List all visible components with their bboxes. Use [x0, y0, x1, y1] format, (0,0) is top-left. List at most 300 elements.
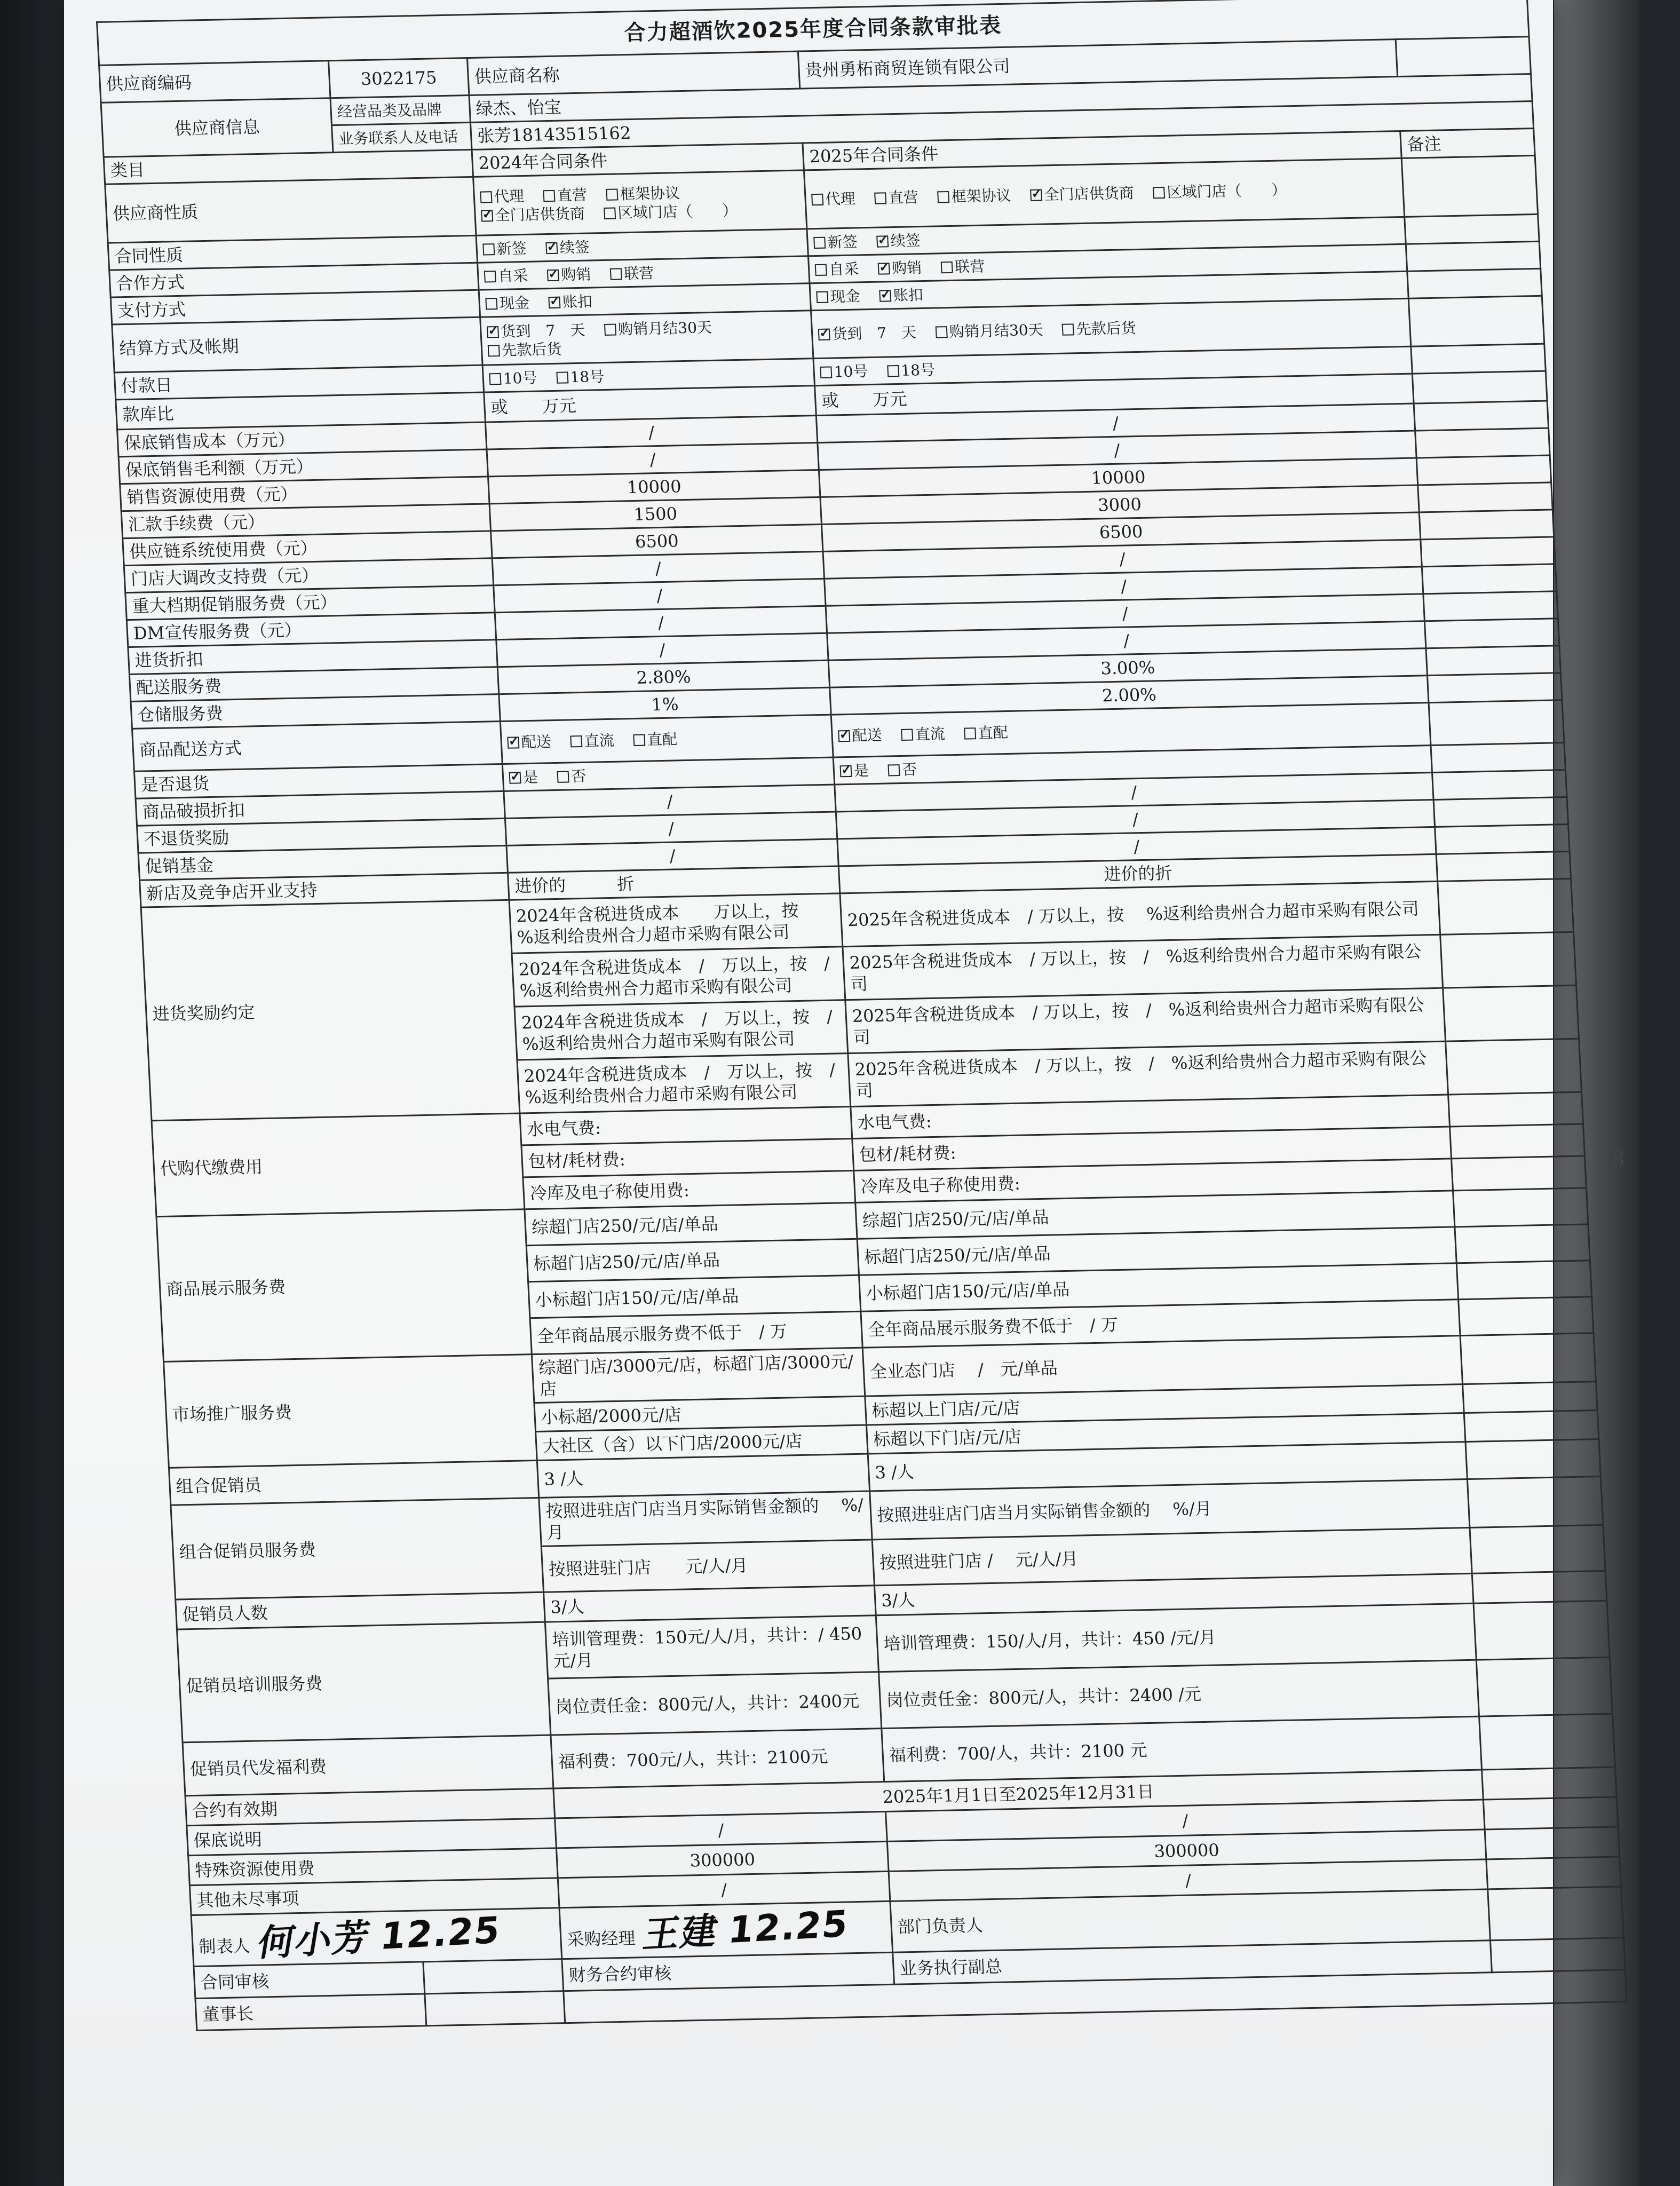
- checkbox-option[interactable]: [887, 761, 917, 779]
- row-label: 保底销售毛利额（万元）: [118, 449, 488, 484]
- table-cell: [1463, 1382, 1598, 1413]
- checkbox-checked[interactable]: [818, 329, 830, 340]
- table-cell: [1473, 1601, 1610, 1660]
- checkbox-empty[interactable]: [570, 735, 582, 747]
- checkbox-label: 现金: [499, 294, 530, 312]
- value-2024: /: [505, 812, 837, 845]
- checkbox-option[interactable]: [606, 184, 680, 203]
- value-2024: 福利费：700元/人，共计：2100元: [551, 1729, 884, 1788]
- value-2024: 小标超/2000元/店: [534, 1396, 867, 1431]
- checkbox-label: 10号: [503, 369, 538, 387]
- checkbox-option[interactable]: [838, 726, 883, 745]
- value-2024: 1%: [499, 687, 831, 721]
- row-label: 合作方式: [109, 263, 479, 297]
- checkbox-option[interactable]: [489, 369, 537, 387]
- row-label: 销售资源使用费（元）: [120, 477, 489, 511]
- checkbox-empty[interactable]: [811, 194, 823, 205]
- table-cell: [1407, 268, 1542, 298]
- checkbox-label: 是: [522, 768, 538, 786]
- value-2025: /: [816, 403, 1415, 442]
- checkbox-empty[interactable]: [887, 365, 899, 376]
- chairman-label: 董事长: [195, 1994, 426, 2031]
- table-cell: [1438, 878, 1574, 934]
- row-label: 保底说明: [187, 1818, 557, 1856]
- table-cell: [1446, 1039, 1582, 1095]
- value-2024: /: [492, 551, 824, 585]
- checkbox-option[interactable]: [545, 238, 590, 257]
- checkbox-option[interactable]: [1153, 181, 1287, 201]
- col-header-item: 类目: [104, 149, 473, 184]
- table-cell: [1479, 1714, 1615, 1770]
- value-2025: /: [827, 621, 1426, 660]
- value-2025: /: [826, 594, 1424, 633]
- table-cell: [1453, 1188, 1588, 1227]
- value-2024: 包材/耗材费:: [521, 1138, 854, 1177]
- exec-vp-label: 业务执行副总: [893, 1941, 1492, 1984]
- dept-head-label: 部门负责人: [890, 1889, 1491, 1952]
- supplier-name: 贵州勇柘商贸连锁有限公司: [798, 39, 1397, 89]
- table-cell: [1459, 1297, 1594, 1336]
- value-2025: 2025年含税进货成本 / 万以上，按 / %返利给贵州合力超市采购有限公司: [845, 988, 1446, 1053]
- table-cell: [1486, 1857, 1621, 1889]
- category-value: 绿杰、怡宝: [469, 74, 1532, 123]
- checkbox-label: 代理: [825, 189, 856, 208]
- row-label: 是否退货: [134, 764, 503, 799]
- checkbox-empty[interactable]: [606, 188, 618, 200]
- checkbox-option[interactable]: [484, 266, 529, 285]
- checkbox-label: 购销: [891, 258, 923, 277]
- checkbox-empty[interactable]: [482, 243, 495, 255]
- checkbox-checked[interactable]: [879, 290, 891, 302]
- checkbox-option[interactable]: [820, 362, 868, 381]
- value-2025: 300000: [887, 1829, 1486, 1871]
- value-2025: 标超以下门店/元/店: [866, 1413, 1465, 1454]
- checkbox-label: 续签: [559, 238, 590, 257]
- value-2024: 全年商品展示服务费不低于 / 万: [530, 1311, 862, 1354]
- table-cell: [423, 1959, 564, 1994]
- checkbox-checked[interactable]: [838, 730, 850, 742]
- checkbox-label: 直流: [583, 731, 615, 750]
- value-2025: 岗位责任金：800元/人，共计：2400 /元: [879, 1660, 1479, 1728]
- checkbox-empty[interactable]: [1062, 323, 1074, 335]
- checkbox-empty[interactable]: [964, 727, 976, 739]
- checkbox-checked[interactable]: [876, 235, 889, 247]
- table-cell: [1490, 1938, 1625, 1973]
- value-2024: 培训管理费：150元/人/月，共计：/ 450元/月: [545, 1615, 878, 1678]
- buyer-label: 采购经理: [566, 1928, 636, 1950]
- table-cell: [1472, 1571, 1607, 1603]
- value-2024: 2024年含税进货成本 / 万以上，按 / %返利给贵州合力超市采购有限公司: [514, 1000, 848, 1060]
- row-label: 仓储服务费: [131, 694, 500, 729]
- checkbox-checked[interactable]: [487, 326, 499, 337]
- checkbox-label: 框架协议: [620, 184, 680, 203]
- row-label: 进货折扣: [128, 640, 497, 675]
- value-2025: /: [825, 567, 1423, 606]
- checkbox-option[interactable]: [480, 187, 525, 205]
- value-2025: 按照进驻门店 / 元/人/月: [872, 1527, 1472, 1585]
- row-label: 商品配送方式: [132, 722, 502, 772]
- contact-label: 业务联系人及电话: [332, 122, 472, 152]
- row-label: 促销员人数: [176, 1592, 545, 1629]
- checkbox-empty[interactable]: [488, 344, 500, 356]
- value-2025: 3/人: [874, 1573, 1473, 1615]
- row-label: 支付方式: [110, 290, 480, 324]
- value-2025: /: [818, 431, 1416, 470]
- checkbox-label: 先款后货: [1075, 319, 1137, 338]
- table-cell: [1421, 537, 1556, 567]
- row-label: 合约有效期: [185, 1788, 555, 1826]
- table-cell: [1406, 241, 1541, 271]
- checkbox-label: 自采: [497, 266, 529, 285]
- checkbox-empty[interactable]: [480, 191, 492, 203]
- row-label: 款库比: [116, 392, 486, 430]
- checkbox-option[interactable]: [557, 767, 587, 785]
- table-cell: [1401, 155, 1538, 217]
- checkbox-empty[interactable]: [941, 261, 953, 273]
- checkbox-checked[interactable]: [509, 772, 521, 783]
- checkbox-label: 购销: [560, 265, 592, 284]
- row-label: 结算方式及帐期: [112, 317, 482, 373]
- checkbox-option[interactable]: [485, 294, 530, 312]
- checkbox-option[interactable]: [482, 239, 527, 258]
- checkbox-option[interactable]: [839, 762, 869, 780]
- checkbox-empty[interactable]: [484, 271, 496, 282]
- value-2025: 3.00%: [828, 648, 1427, 687]
- buyer-cell: [559, 1901, 893, 1959]
- checkbox-group: [480, 311, 813, 365]
- value-2025: /: [886, 1800, 1485, 1841]
- checkbox-checked[interactable]: [545, 242, 558, 254]
- checkbox-label: 是: [853, 761, 869, 780]
- table-cell: [1416, 455, 1551, 485]
- table-cell: [1414, 401, 1549, 431]
- supplier-code-label: 供应商编码: [99, 61, 330, 103]
- table-cell: [1483, 1797, 1618, 1829]
- value-2025: 全业态门店 / 元/单品: [862, 1336, 1462, 1396]
- checkbox-option[interactable]: [481, 204, 585, 224]
- value-2024: /: [558, 1871, 890, 1907]
- table-cell: [1476, 1657, 1612, 1716]
- row-label: 市场推广服务费: [164, 1355, 537, 1468]
- checkbox-checked[interactable]: [507, 736, 519, 748]
- checkbox-empty[interactable]: [937, 191, 949, 203]
- checkbox-group: [500, 715, 833, 764]
- value-2024: 进价的 折: [508, 866, 839, 900]
- value-2024: 标超门店250/元/店/单品: [526, 1239, 859, 1281]
- table-cell: [1485, 1827, 1620, 1859]
- row-label: 配送服务费: [129, 667, 498, 702]
- row-label: 商品展示服务费: [156, 1209, 532, 1362]
- table-cell: [1452, 1156, 1587, 1191]
- value-2025: /: [823, 540, 1422, 579]
- checkbox-empty[interactable]: [604, 207, 616, 219]
- value-2024: /: [555, 1811, 887, 1848]
- checkbox-option[interactable]: [1062, 319, 1137, 338]
- table-cell: [1429, 700, 1564, 746]
- value-2025: /: [836, 799, 1435, 838]
- checkbox-checked[interactable]: [839, 765, 852, 777]
- checkbox-label: 现金: [829, 287, 861, 305]
- checkbox-empty[interactable]: [813, 236, 826, 248]
- checkbox-empty[interactable]: [887, 764, 900, 776]
- checkbox-option[interactable]: [901, 725, 946, 743]
- table-cell: [1440, 932, 1576, 988]
- checkbox-option[interactable]: [879, 286, 924, 305]
- approval-form: [96, 0, 1680, 2040]
- checkbox-empty[interactable]: [633, 734, 645, 746]
- value-2025: 或 万元: [815, 374, 1414, 415]
- value-2024: 1500: [489, 497, 821, 530]
- row-label: 特殊资源使用费: [188, 1848, 558, 1886]
- checkbox-option[interactable]: [487, 340, 562, 359]
- value-2025: 标超门店250/元/店/单品: [857, 1227, 1456, 1275]
- checkbox-empty[interactable]: [610, 268, 622, 280]
- value-2025: 按照进驻店门店当月实际销售金额的 %/月: [870, 1479, 1470, 1539]
- page-number: 8: [1612, 1147, 1625, 1171]
- table-cell: [1465, 1439, 1600, 1479]
- value-2025: 6500: [821, 512, 1420, 551]
- checkbox-label: 联营: [954, 257, 986, 276]
- row-label: 促销员代发福利费: [183, 1735, 553, 1796]
- checkbox-option[interactable]: [887, 361, 936, 379]
- checkbox-empty[interactable]: [815, 264, 827, 275]
- checkbox-label: 先款后货: [501, 340, 562, 359]
- checkbox-option[interactable]: [935, 321, 1043, 341]
- checkbox-label: 区域门店（ ）: [1166, 181, 1287, 201]
- row-label: DM宣传服务费（元）: [126, 613, 496, 647]
- value-2025: /: [889, 1859, 1488, 1901]
- checkbox-empty[interactable]: [604, 323, 616, 335]
- row-label: 付款日: [114, 365, 484, 400]
- value-2024: /: [487, 443, 819, 477]
- checkbox-checked[interactable]: [547, 269, 559, 281]
- value-2025: 包材/耗材费:: [852, 1127, 1452, 1170]
- row-label: 门店大调改支持费（元）: [124, 558, 493, 593]
- value-2025: 福利费：700/人，共计：2100 元: [882, 1716, 1482, 1781]
- checkbox-option[interactable]: [543, 186, 588, 204]
- supplier-code: 3022175: [329, 58, 469, 98]
- checkbox-label: 账扣: [892, 286, 924, 304]
- maker-cell: [191, 1908, 562, 1967]
- checkbox-empty[interactable]: [485, 298, 497, 310]
- checkbox-checked[interactable]: [481, 210, 493, 221]
- checkbox-option[interactable]: [818, 323, 916, 343]
- value-2025: 培训管理费：150/人/月，共计：450 /元/月: [876, 1603, 1476, 1672]
- checkbox-label: 货到 7 天: [831, 323, 917, 343]
- col-header-note: 备注: [1400, 128, 1535, 158]
- value-2024: /: [506, 839, 838, 873]
- row-label: 汇款手续费（元）: [121, 504, 490, 538]
- table-cell: [1415, 428, 1550, 458]
- checkbox-option[interactable]: [874, 188, 919, 207]
- checkbox-empty[interactable]: [820, 366, 832, 378]
- checkbox-option[interactable]: [633, 730, 678, 749]
- table-cell: [1426, 646, 1561, 676]
- checkbox-option[interactable]: [509, 768, 538, 786]
- table-cell: [1464, 1411, 1599, 1442]
- checkbox-label: 直流: [914, 725, 946, 743]
- checkbox-empty[interactable]: [901, 729, 913, 741]
- checkbox-option[interactable]: [814, 260, 859, 279]
- value-2024: 大社区（含）以下门店/2000元/店: [536, 1425, 868, 1460]
- row-label: 重大档期促销服务费（元）: [125, 585, 495, 620]
- value-2024: 3/人: [544, 1586, 876, 1622]
- table-cell: [1436, 851, 1571, 881]
- buyer-signature: 王建 12.25: [639, 1903, 851, 1957]
- value-2025: 全年商品展示服务费不低于 / 万: [861, 1300, 1460, 1348]
- maker-signature: 何小芳 12.25: [253, 1909, 503, 1965]
- checkbox-checked[interactable]: [878, 263, 890, 274]
- checkbox-label: 配送: [851, 726, 883, 744]
- supplier-name-label: 供应商名称: [467, 51, 799, 95]
- checkbox-empty[interactable]: [874, 192, 886, 204]
- value-2025: 2025年含税进货成本 / 万以上，按 / %返利给贵州合力超市采购有限公司: [848, 1041, 1448, 1106]
- row-label: 促销基金: [138, 845, 508, 880]
- category-label: 经营品类及品牌: [330, 96, 470, 125]
- value-2024: 2024年含税进货成本 / 万以上，按 / %返利给贵州合力超市采购有限公司: [512, 947, 845, 1007]
- checkbox-checked[interactable]: [548, 296, 560, 308]
- checkbox-option[interactable]: [1030, 184, 1135, 204]
- table-cell: [1408, 296, 1544, 346]
- col-header-2024: 2024年合同条件: [472, 143, 804, 177]
- paper-sheet: [64, 0, 1625, 2186]
- checkbox-empty[interactable]: [1153, 187, 1165, 199]
- value-2025: 综超门店250/元/店/单品: [855, 1191, 1455, 1239]
- checkbox-label: 账扣: [562, 292, 593, 311]
- table-cell: [1411, 344, 1546, 374]
- value-2024: 岗位责任金：800元/人，共计：2400元: [548, 1672, 882, 1735]
- value-2025: 水电气费:: [851, 1095, 1450, 1138]
- checkbox-option[interactable]: [570, 732, 615, 750]
- checkbox-empty[interactable]: [489, 373, 501, 384]
- checkbox-label: 10号: [833, 362, 869, 381]
- checkbox-label: 购销月结30天: [949, 321, 1044, 341]
- table-cell: [1488, 1887, 1624, 1941]
- maker-label: 制表人: [198, 1935, 251, 1957]
- checkbox-option[interactable]: [813, 233, 858, 251]
- value-2024: 3 /人: [537, 1454, 869, 1498]
- checkbox-option[interactable]: [604, 318, 712, 338]
- row-label: 代购代缴费用: [152, 1113, 525, 1217]
- validity-value: 2025年1月1日至2025年12月31日: [553, 1770, 1483, 1818]
- checkbox-option[interactable]: [507, 733, 552, 751]
- checkbox-empty[interactable]: [557, 771, 569, 782]
- row-label: 合同性质: [108, 235, 477, 270]
- value-2024: /: [504, 785, 836, 818]
- checkbox-option[interactable]: [548, 292, 593, 311]
- contract-review-label: 合同审核: [194, 1962, 425, 1999]
- table-cell: [1460, 1333, 1596, 1384]
- checkbox-option[interactable]: [811, 190, 856, 209]
- row-label: 供应商性质: [105, 177, 476, 243]
- value-2025: 2025年含税进货成本 / 万以上，按 %返利给贵州合力超市采购有限公司: [840, 881, 1440, 946]
- table-cell: [1423, 591, 1558, 621]
- table-cell: [1396, 37, 1531, 77]
- value-2025: 2.00%: [830, 676, 1429, 715]
- value-2024: /: [496, 633, 828, 667]
- row-label: 促销员培训服务费: [177, 1622, 551, 1743]
- checkbox-label: 配送: [521, 733, 552, 751]
- checkbox-option[interactable]: [937, 187, 1012, 206]
- row-label: 其他未尽事项: [189, 1878, 559, 1915]
- value-2024: 6500: [491, 524, 823, 558]
- checkbox-option[interactable]: [609, 264, 654, 283]
- row-label: 组合促销员: [169, 1460, 538, 1505]
- checkbox-option[interactable]: [547, 265, 592, 284]
- value-2025: 进价的折: [838, 854, 1437, 893]
- checkbox-label: 区域门店（ ）: [617, 201, 738, 221]
- checkbox-empty[interactable]: [936, 326, 948, 338]
- col-header-2025: 2025年合同条件: [803, 131, 1401, 170]
- checkbox-label: 代理: [494, 187, 525, 205]
- checkbox-label: 货到 7 天: [500, 321, 586, 340]
- value-2024: 综超门店/3000元/店，标超门店/3000元/店: [532, 1348, 865, 1403]
- table-cell: [425, 1991, 565, 2026]
- checkbox-label: 否: [901, 760, 917, 779]
- value-2024: /: [485, 416, 817, 449]
- value-2025: /: [837, 827, 1436, 866]
- checkbox-label: 全门店供货商: [1043, 184, 1135, 204]
- table-cell: [1419, 510, 1554, 540]
- checkbox-label: 直配: [977, 723, 1009, 742]
- table-cell: [1418, 482, 1553, 512]
- checkbox-option[interactable]: [816, 287, 861, 306]
- table-cell: [1482, 1767, 1617, 1800]
- value-2025: 10000: [819, 458, 1417, 497]
- checkbox-label: 18号: [900, 361, 936, 379]
- table-cell: [1435, 824, 1570, 854]
- checkbox-label: 自采: [828, 259, 860, 279]
- value-2025: 2025年含税进货成本 / 万以上，按 / %返利给贵州合力超市采购有限公司: [843, 934, 1443, 1000]
- checkbox-option[interactable]: [964, 724, 1009, 742]
- table-cell: [1443, 985, 1579, 1041]
- checkbox-label: 新签: [496, 239, 527, 258]
- checkbox-option[interactable]: [940, 257, 985, 276]
- table-cell: [1450, 1124, 1585, 1159]
- checkbox-label: 直配: [646, 730, 678, 749]
- table-cell: [1455, 1224, 1590, 1263]
- checkbox-option[interactable]: [876, 232, 921, 250]
- row-label: 保底销售成本（万元）: [117, 422, 487, 457]
- table-cell: [1431, 743, 1566, 773]
- row-label: 不退货奖励: [137, 818, 506, 853]
- value-2024: 2024年含税进货成本 / 万以上，按 / %返利给贵州合力超市采购有限公司: [517, 1054, 851, 1113]
- contact-value: 张芳18143515162: [470, 101, 1533, 150]
- checkbox-checked[interactable]: [1030, 189, 1042, 201]
- supplier-info-label: 供应商信息: [101, 98, 333, 157]
- checkbox-empty[interactable]: [556, 371, 568, 383]
- checkbox-option[interactable]: [487, 321, 585, 340]
- value-2024: 300000: [556, 1841, 889, 1878]
- value-2024: 小标超门店150/元/店/单品: [528, 1275, 861, 1318]
- checkbox-option[interactable]: [604, 201, 738, 221]
- value-2024: 水电气费:: [520, 1107, 852, 1145]
- checkbox-option[interactable]: [556, 368, 605, 386]
- checkbox-label: 联营: [623, 264, 655, 282]
- value-2024: 按照进驻门店 元/人/月: [541, 1540, 874, 1592]
- value-2024: /: [494, 579, 826, 612]
- row-label: 商品破损折扣: [136, 791, 505, 826]
- table-cell: [1412, 371, 1547, 403]
- value-2025: /: [835, 773, 1433, 812]
- row-label: 新店及竞争店开业支持: [140, 873, 509, 907]
- table-cell: [1467, 1476, 1603, 1527]
- checkbox-empty[interactable]: [816, 291, 828, 303]
- value-2024: /: [495, 606, 827, 639]
- checkbox-label: 直营: [887, 188, 919, 207]
- checkbox-empty[interactable]: [543, 189, 555, 201]
- checkbox-option[interactable]: [877, 259, 922, 278]
